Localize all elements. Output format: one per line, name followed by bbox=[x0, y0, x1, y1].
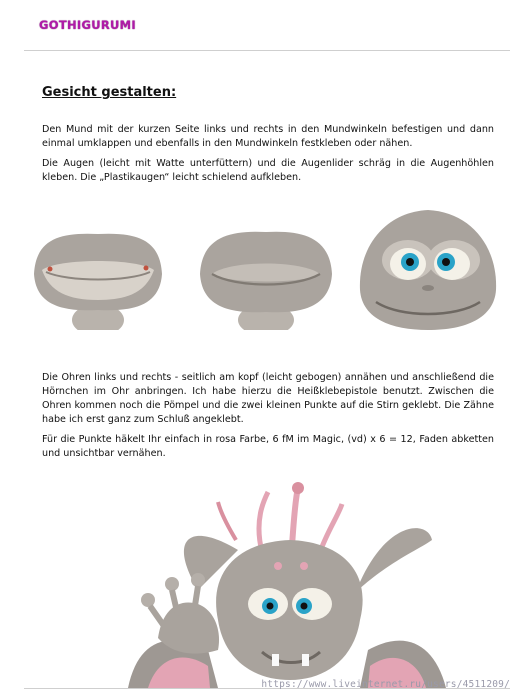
mouth-photo-2 bbox=[196, 212, 336, 330]
watermark-url: https://www.liveinternet.ru/users/4511209/ bbox=[261, 679, 510, 690]
paragraph-ears: Die Ohren links und rechts - seitlich am kopf (leicht gebogen) annähen und anschließend die Hörnchen im Ohr anbringen. Ich habe hierzu die Heißklebepistole benutzt. Zwischen die Ohren kommen noch die Pömpel und die zwei kleinen Punkte auf die Stirn geklebt. Die Zähne habe ich erst ganz zum Schluß angeklebt. bbox=[42, 372, 494, 425]
header-divider bbox=[24, 50, 510, 51]
mouth-photo-1 bbox=[28, 212, 168, 330]
brand-logo: GOTHIGURUMI bbox=[39, 18, 136, 32]
paragraph-mouth: Den Mund mit der kurzen Seite links und rechts in den Mundwinkeln befestigen und dann einmal umklappen und ebenfalls in den Mundwinkeln festkleben oder nähen. bbox=[42, 124, 494, 149]
face-with-eyes-photo bbox=[356, 206, 500, 332]
section-heading: Gesicht gestalten: bbox=[42, 85, 177, 100]
gargoyle-full-photo bbox=[128, 480, 446, 688]
paragraph-dots: Für die Punkte häkelt Ihr einfach in rosa Farbe, 6 fM im Magic, (vd) x 6 = 12, Faden abketten und unsichtbar vernähen. bbox=[42, 434, 494, 459]
paragraph-eyes: Die Augen (leicht mit Watte unterfüttern) und die Augenlider schräg in die Augenhöhlen kleben. Die „Plastikaugen“ leicht schielend aufkleben. bbox=[42, 158, 494, 183]
